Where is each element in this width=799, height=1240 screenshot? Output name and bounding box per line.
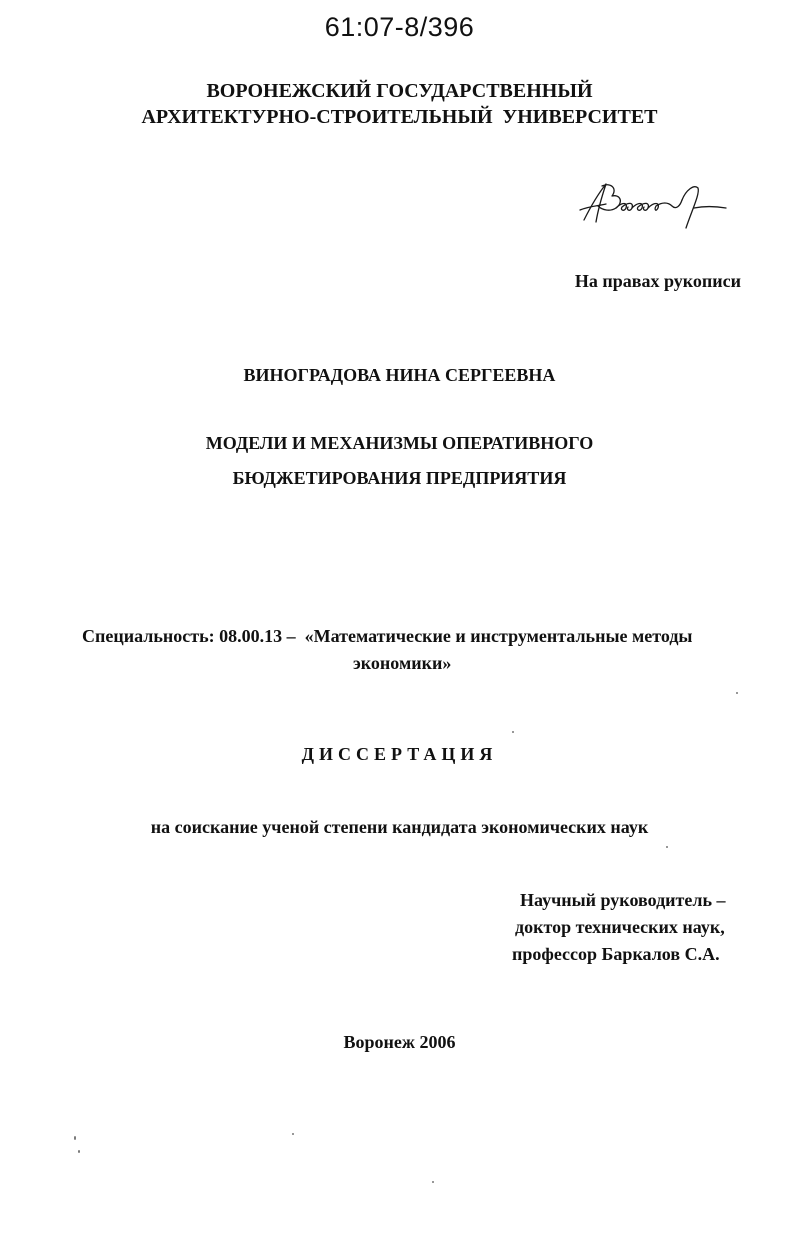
- supervisor-line-2: доктор технических наук,: [515, 917, 725, 937]
- university-name-line-2: АРХИТЕКТУРНО-СТРОИТЕЛЬНЫЙ УНИВЕРСИТЕТ: [141, 106, 658, 128]
- specialty-line-2: экономики»: [353, 653, 452, 673]
- scan-speck: [78, 1150, 80, 1153]
- degree-statement: на соискание ученой степени кандидата экономических наук: [150, 817, 649, 837]
- catalog-number: 61:07-8/396: [324, 12, 475, 42]
- manuscript-note: На правах рукописи: [574, 271, 741, 291]
- scan-speck: [512, 731, 514, 733]
- author-name: ВИНОГРАДОВА НИНА СЕРГЕЕВНА: [243, 365, 556, 385]
- dissertation-title-line-2: БЮДЖЕТИРОВАНИЯ ПРЕДПРИЯТИЯ: [232, 468, 567, 488]
- specialty-line-1: Специальность: 08.00.13 – «Математические и инструментальные методы: [82, 626, 693, 646]
- supervisor-line-1: Научный руководитель –: [520, 890, 726, 910]
- place-and-year: Воронеж 2006: [343, 1032, 456, 1052]
- scan-speck: [666, 846, 668, 848]
- university-name: [0, 78, 799, 130]
- document-type: ДИССЕРТАЦИЯ: [301, 744, 498, 764]
- scan-speck: [736, 692, 738, 694]
- dissertation-title-line-1: МОДЕЛИ И МЕХАНИЗМЫ ОПЕРАТИВНОГО: [205, 433, 594, 453]
- supervisor-line-3: профессор Баркалов С.А.: [512, 944, 720, 964]
- university-name-line-1: ВОРОНЕЖСКИЙ ГОСУДАРСТВЕННЫЙ: [206, 80, 593, 102]
- scan-speck: [292, 1133, 294, 1135]
- scan-speck: [74, 1136, 76, 1140]
- scientific-supervisor: [512, 887, 726, 968]
- handwritten-signature: [576, 180, 736, 240]
- scan-speck: [432, 1181, 434, 1183]
